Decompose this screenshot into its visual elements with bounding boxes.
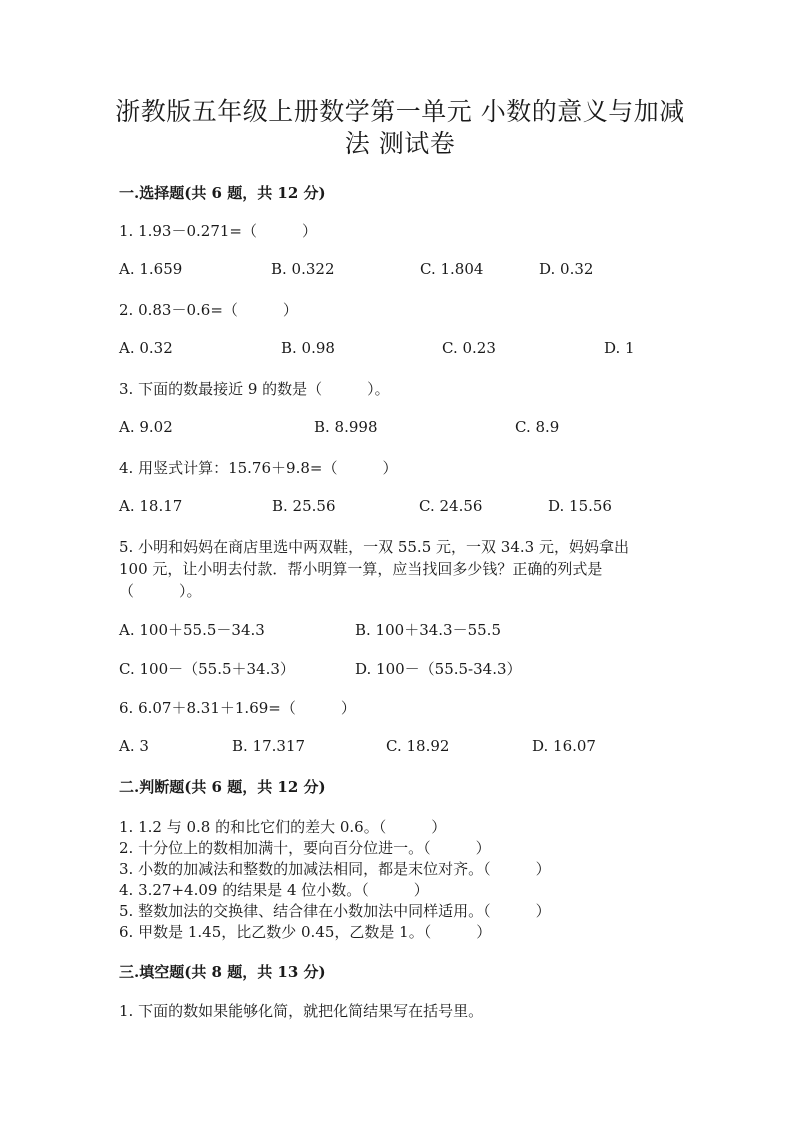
question-4-text: 4. 用竖式计算：15.76＋9.8=（ ） <box>119 459 398 477</box>
question-4-option-a: A. 18.17 <box>119 497 183 515</box>
question-1-option-b: B. 0.322 <box>271 260 335 278</box>
question-1-text: 1. 1.93－0.271=（ ） <box>119 222 317 240</box>
question-6-option-a: A. 3 <box>119 737 149 755</box>
question-5-line2: 100 元，让小明去付款．帮小明算一算，应当找回多少钱？正确的列式是 <box>119 560 603 578</box>
page-title-line1: 浙教版五年级上册数学第一单元 小数的意义与加减 <box>115 97 685 126</box>
question-4-option-b: B. 25.56 <box>272 497 336 515</box>
question-2-option-b: B. 0.98 <box>281 339 335 357</box>
question-5-option-b: B. 100＋34.3－55.5 <box>355 621 501 639</box>
section-heading-fill: 三.填空题(共 8 题，共 13 分) <box>119 963 326 981</box>
page-title-line2: 法 测试卷 <box>344 129 456 158</box>
judgment-item-2: 2. 十分位上的数相加满十，要向百分位进一。（ ） <box>119 839 491 857</box>
judgment-item-6: 6. 甲数是 1.45，比乙数少 0.45，乙数是 1。（ ） <box>119 923 492 941</box>
question-1-option-c: C. 1.804 <box>420 260 484 278</box>
question-4-option-d: D. 15.56 <box>548 497 612 515</box>
question-1-option-a: A. 1.659 <box>119 260 183 278</box>
question-6-text: 6. 6.07＋8.31＋1.69=（ ） <box>119 699 356 717</box>
section-heading-judgment: 二.判断题(共 6 题，共 12 分) <box>119 778 326 796</box>
question-5-line3: （ ）。 <box>119 582 202 600</box>
judgment-item-5: 5. 整数加法的交换律、结合律在小数加法中同样适用。（ ） <box>119 902 551 920</box>
question-2-option-d: D. 1 <box>604 339 635 357</box>
question-5-line1: 5. 小明和妈妈在商店里选中两双鞋，一双 55.5 元，一双 34.3 元，妈妈拿出 <box>119 538 629 556</box>
question-4-option-c: C. 24.56 <box>419 497 483 515</box>
question-5-option-a: A. 100＋55.5－34.3 <box>119 621 265 639</box>
question-2-option-a: A. 0.32 <box>119 339 173 357</box>
question-3-option-b: B. 8.998 <box>314 418 378 436</box>
question-2-text: 2. 0.83－0.6=（ ） <box>119 301 298 319</box>
question-5-option-c: C. 100－（55.5＋34.3） <box>119 660 295 678</box>
question-1-option-d: D. 0.32 <box>539 260 594 278</box>
fill-question-1: 1. 下面的数如果能够化简，就把化简结果写在括号里。 <box>119 1002 484 1020</box>
judgment-item-4: 4. 3.27+4.09 的结果是 4 位小数。（ ） <box>119 881 429 899</box>
question-5-option-d: D. 100－（55.5-34.3） <box>355 660 522 678</box>
question-6-option-b: B. 17.317 <box>232 737 306 755</box>
question-3-option-c: C. 8.9 <box>515 418 560 436</box>
question-3-option-a: A. 9.02 <box>119 418 173 436</box>
question-6-option-d: D. 16.07 <box>532 737 596 755</box>
question-3-text: 3. 下面的数最接近 9 的数是（ ）。 <box>119 380 390 398</box>
question-2-option-c: C. 0.23 <box>442 339 496 357</box>
judgment-item-1: 1. 1.2 与 0.8 的和比它们的差大 0.6。（ ） <box>119 818 447 836</box>
question-6-option-c: C. 18.92 <box>386 737 450 755</box>
judgment-item-3: 3. 小数的加减法和整数的加减法相同，都是末位对齐。（ ） <box>119 860 551 878</box>
section-heading-choice: 一.选择题(共 6 题，共 12 分) <box>119 184 326 202</box>
